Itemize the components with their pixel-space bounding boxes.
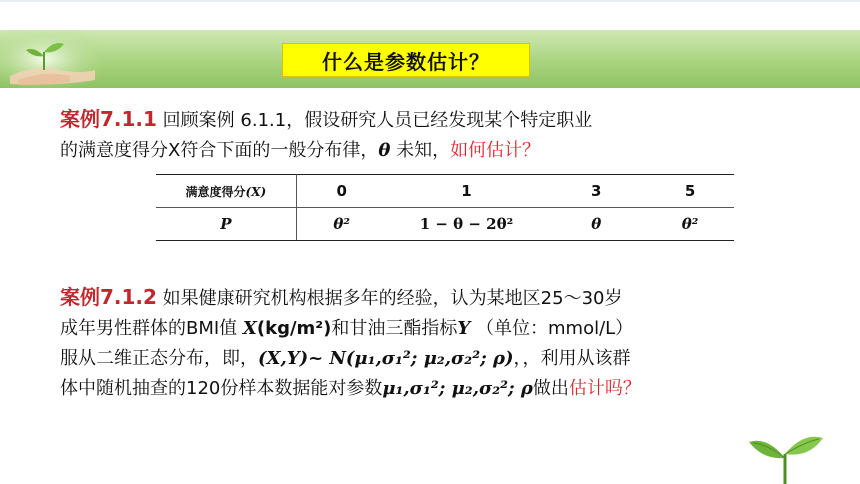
case2-question: 估计吗？ xyxy=(568,378,641,399)
case1-question: 如何估计？ xyxy=(450,140,541,161)
value-cell-1: 1 xyxy=(387,175,547,208)
bmi-unit: (kg/m²) xyxy=(256,318,332,339)
parameter-list: μ₁,σ₁²; μ₂,σ₂²; ρ xyxy=(382,378,533,399)
value-cell-0: 0 xyxy=(296,175,386,208)
var-y: Y xyxy=(457,318,471,339)
prob-cell-3: θ xyxy=(546,208,646,241)
case2-paragraph xyxy=(60,282,820,404)
var-x: X xyxy=(242,318,257,339)
case1-line1 xyxy=(60,104,820,136)
case2-text-2: 成年男性群体的BMI值 xyxy=(60,318,243,339)
case2-text-6: ，，利用从该群 xyxy=(513,348,631,369)
header-label: 满意度得分 xyxy=(185,185,246,199)
page-title: 什么是参数估计？ xyxy=(282,43,530,77)
sprout-icon xyxy=(745,430,825,484)
case2-text-5: 服从二维正态分布，即， xyxy=(60,348,258,369)
table-header-cell xyxy=(156,175,296,208)
prob-cell-1: 1 − θ − 2θ² xyxy=(387,208,547,241)
case2-text-7: 体中随机抽查的120份样本数据能对参数 xyxy=(60,378,383,399)
case2-line3 xyxy=(60,344,820,374)
normal-distribution-expr: (X,Y)~ N(μ₁,σ₁²; μ₂,σ₂²; ρ) xyxy=(258,348,514,369)
case1-text-3: 未知， xyxy=(390,140,451,161)
case2-line1 xyxy=(60,282,820,314)
top-border xyxy=(0,0,860,2)
distribution-table xyxy=(156,174,734,241)
theta-symbol: θ xyxy=(378,140,391,161)
value-cell-5: 5 xyxy=(646,175,734,208)
case2-text-1: 如果健康研究机构根据多年的经验，认为某地区25～30岁 xyxy=(156,288,623,309)
case2-line4 xyxy=(60,374,820,404)
table-row-values xyxy=(156,175,734,208)
case1-line2 xyxy=(60,136,820,166)
case1-text-2: 的满意度得分X符合下面的一般分布律， xyxy=(60,140,379,161)
case2-text-4: （单位：mmol/L） xyxy=(470,318,634,339)
case2-line2 xyxy=(60,314,820,344)
case2-label: 案例7.1.2 xyxy=(60,285,157,309)
case1-text-1: 回顾案例 6.1.1，假设研究人员已经发现某个特定职业 xyxy=(156,110,593,131)
header-var: (X) xyxy=(245,185,267,199)
prob-cell-5: θ² xyxy=(646,208,734,241)
case1-paragraph xyxy=(60,104,820,166)
p-label: P xyxy=(156,208,296,241)
table-row-probabilities xyxy=(156,208,734,241)
value-cell-3: 3 xyxy=(546,175,646,208)
case1-label: 案例7.1.1 xyxy=(60,107,157,131)
prob-cell-0: θ² xyxy=(296,208,386,241)
case2-text-3: 和甘油三酯指标 xyxy=(331,318,458,339)
seedling-in-hands-icon xyxy=(0,30,110,88)
case2-text-8: 做出 xyxy=(532,378,569,399)
